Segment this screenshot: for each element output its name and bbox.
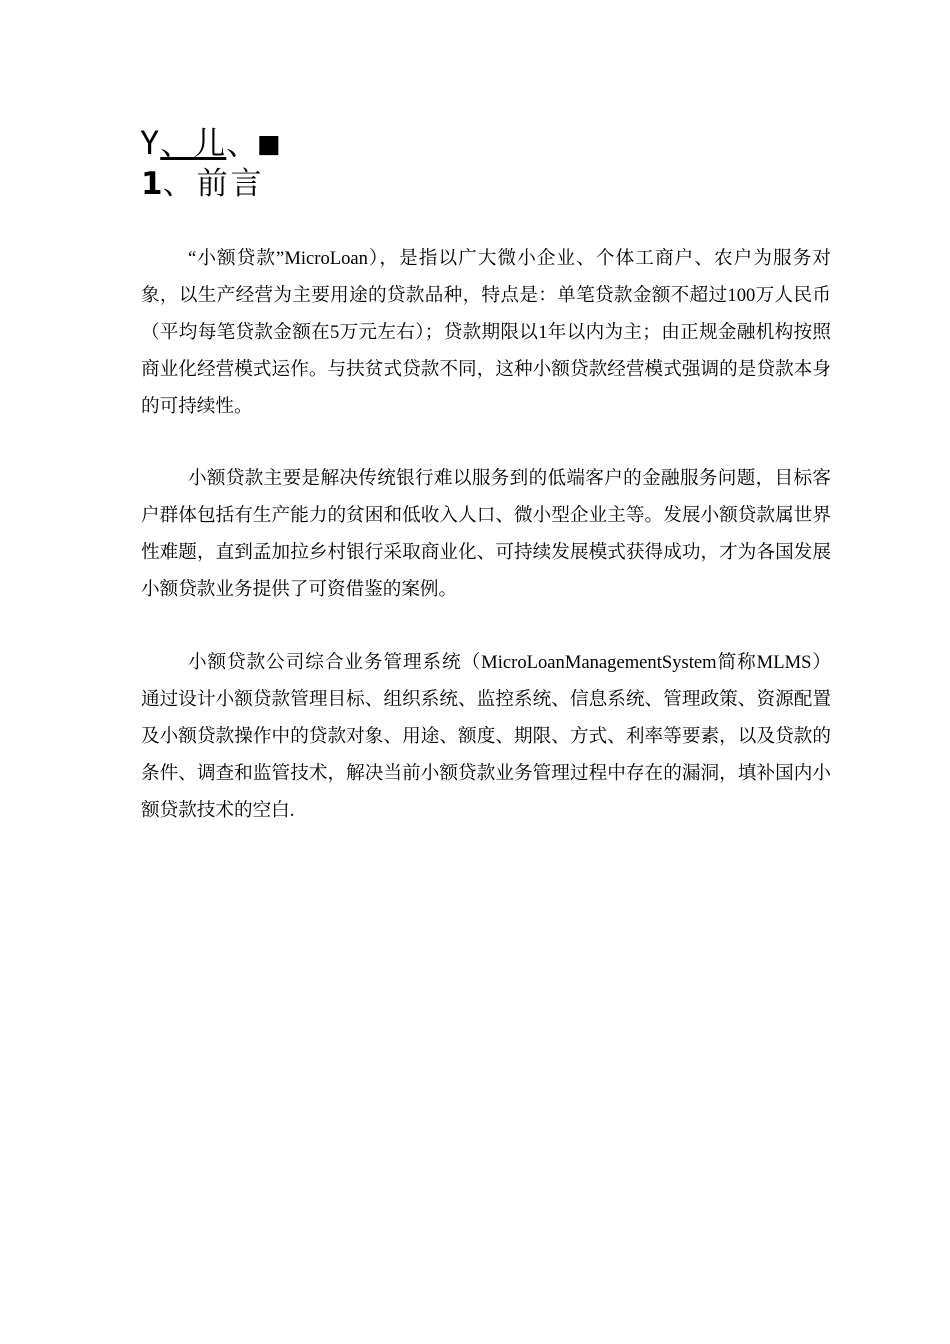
heading-artifact-part-1: Y [140, 124, 161, 162]
paragraph-definition: “小额贷款”MicroLoan），是指以广大微小企业、个体工商户、农户为服务对象，以生产经营为主要用途的贷款品种，特点是：单笔贷款金额不超过100万人民币（平均每笔贷款金额在5万元左右）；贷款期限以1年以内为主；由正规金融机构按照商业化经营模式运作。与扶贫式贷款不同，这种小额贷款经营模式强调的是贷款本身的可持续性。 [141, 248, 831, 417]
section-number: 1 [141, 166, 163, 202]
section-title-text: 、前言 [162, 166, 265, 202]
heading-artifact-part-2: 、儿 [160, 124, 227, 162]
garbled-heading-artifact [140, 124, 280, 162]
paragraph-system-overview: 小额贷款公司综合业务管理系统（MicroLoanManagementSystem简称MLMS）通过设计小额贷款管理目标、组织系统、监控系统、信息系统、管理政策、资源配置及小额贷款操作中的贷款对象、用途、额度、期限、方式、利率等要素，以及贷款的条件、调查和监管技术，解决当前小额贷款业务管理过程中存在的漏洞，填补国内小额贷款技术的空白. [141, 652, 831, 821]
section-title [141, 164, 265, 204]
heading-artifact-part-3: 、■ [226, 124, 280, 162]
paragraph-purpose: 小额贷款主要是解决传统银行难以服务到的低端客户的金融服务问题，目标客户群体包括有生产能力的贫困和低收入人口、微小型企业主等。发展小额贷款属世界性难题，直到孟加拉乡村银行采取商业化、可持续发展模式获得成功，才为各国发展小额贷款业务提供了可资借鉴的案例。 [141, 468, 831, 600]
